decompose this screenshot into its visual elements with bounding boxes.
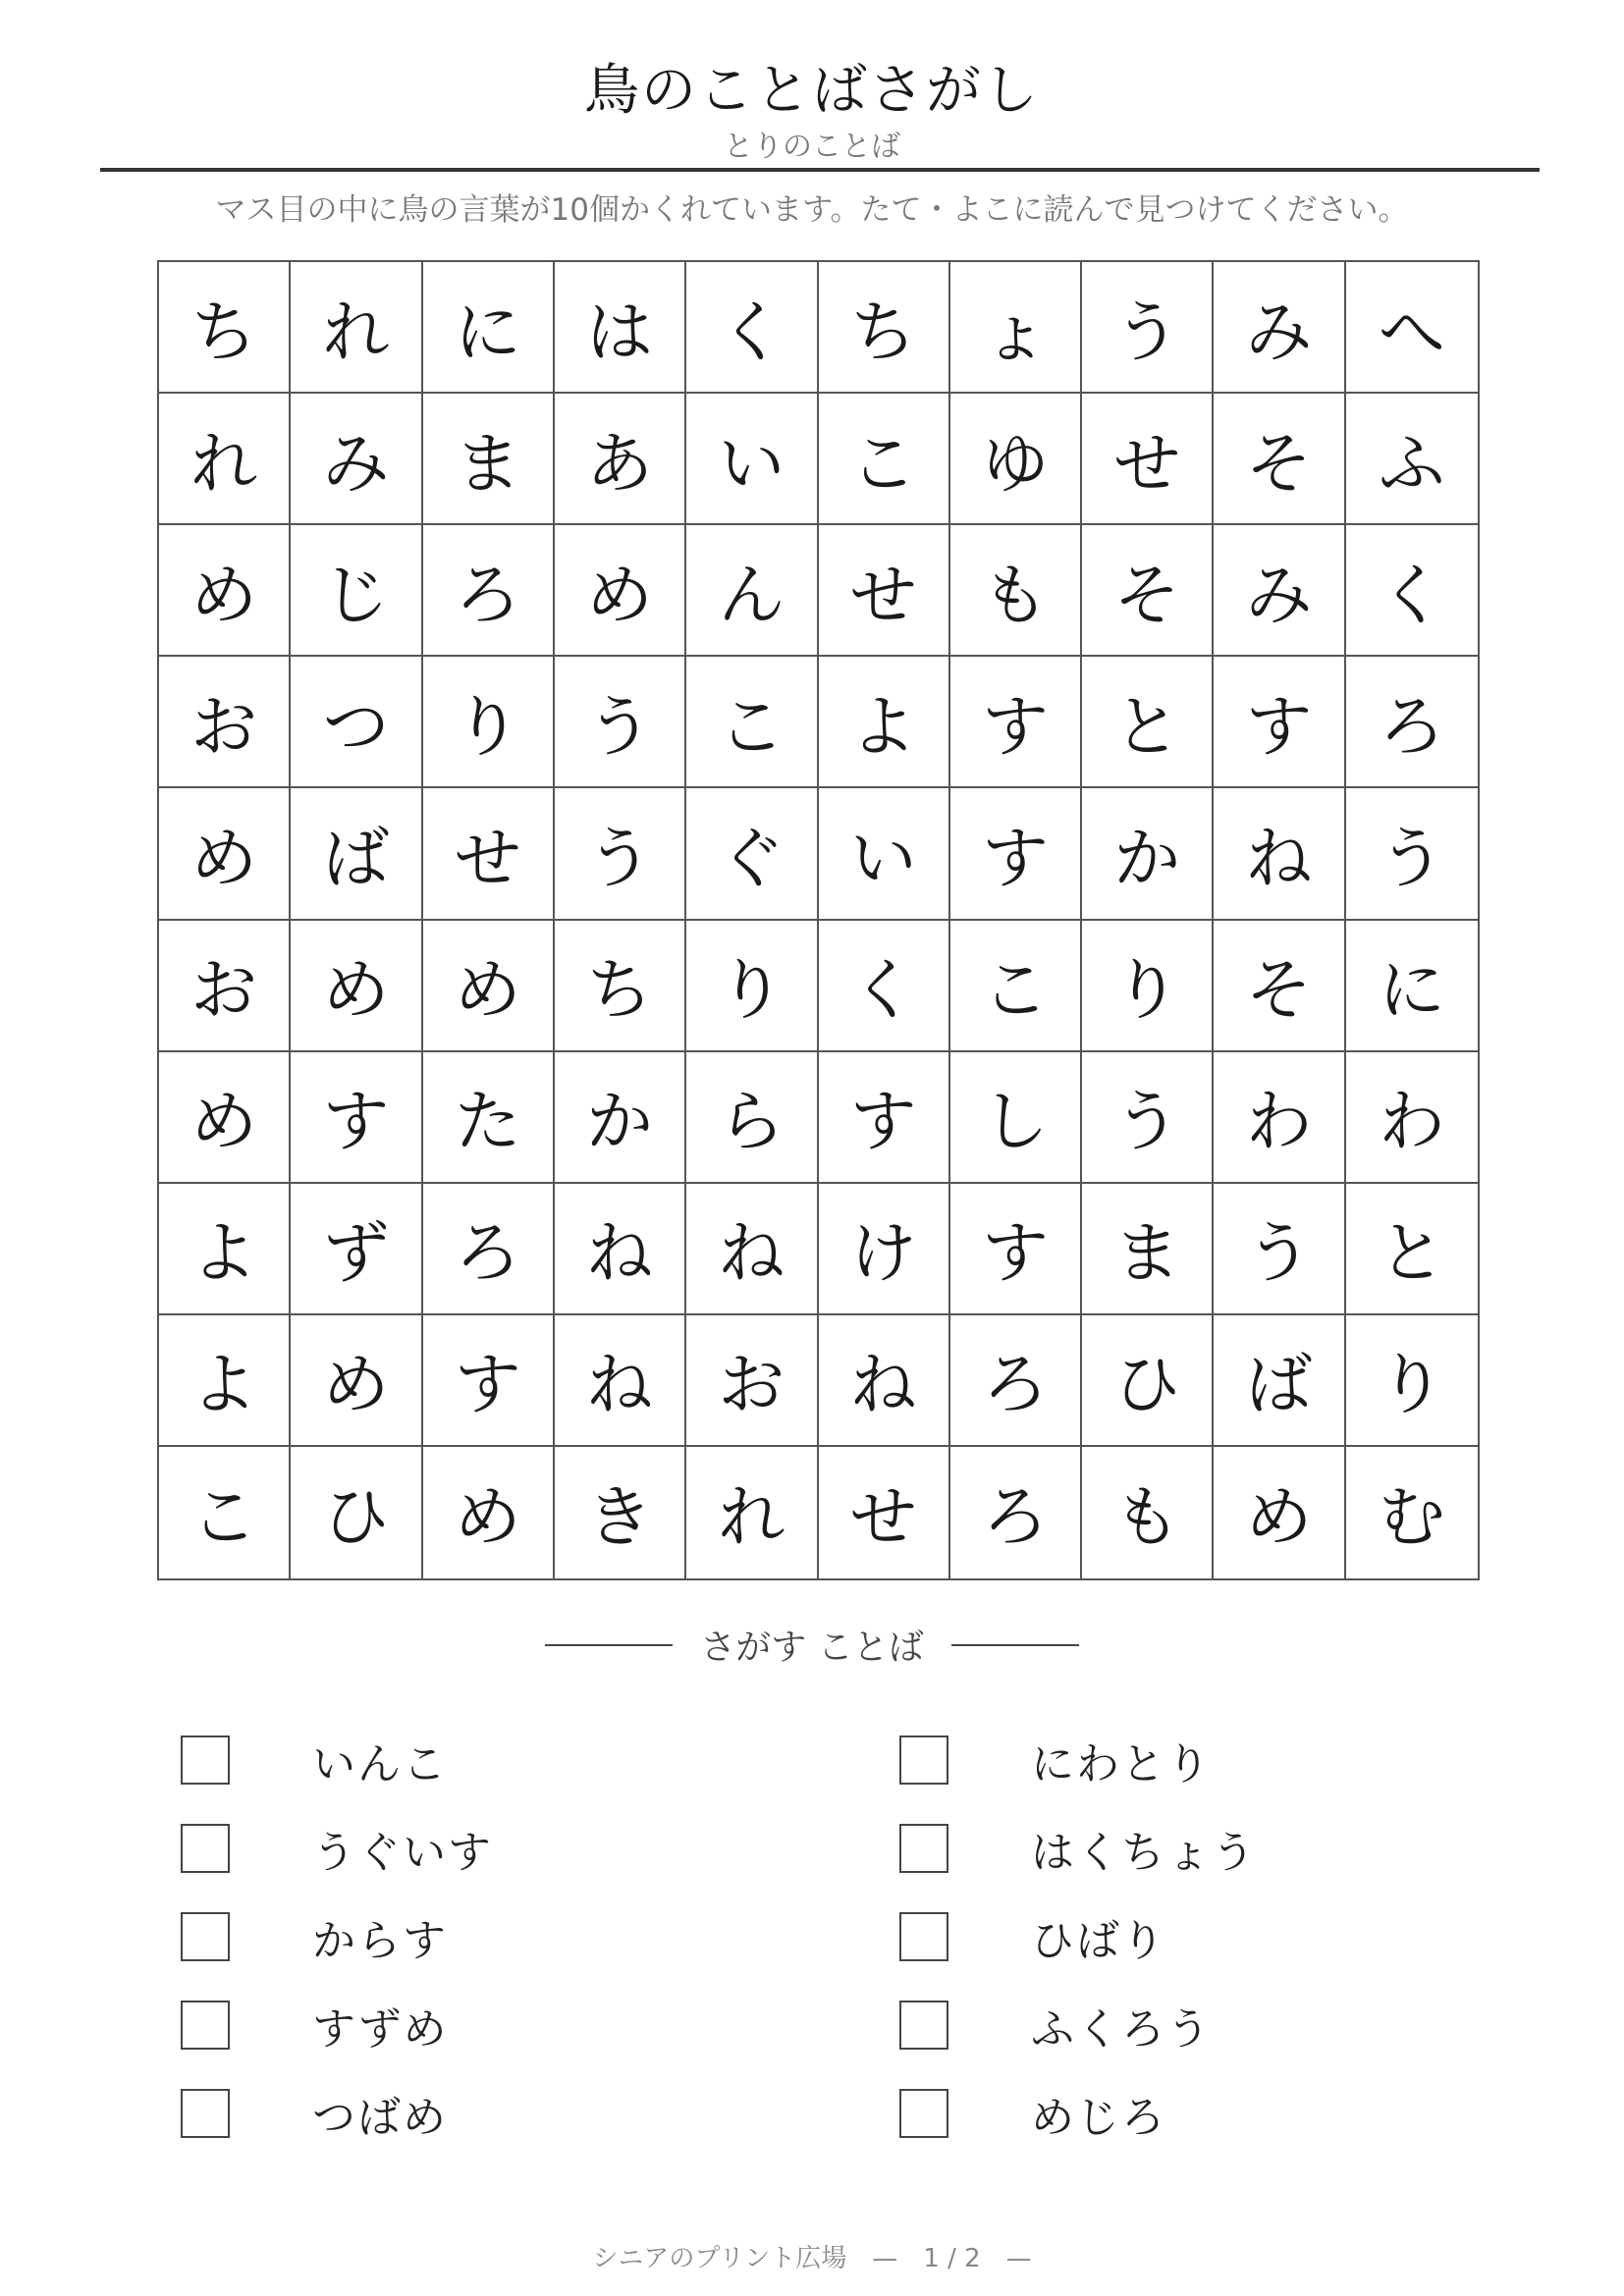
grid-cell[interactable]: わ [1346, 1052, 1478, 1184]
grid-cell[interactable]: れ [291, 262, 422, 394]
grid-cell[interactable]: ち [819, 262, 950, 394]
word-list-left [181, 1716, 493, 2158]
grid-cell[interactable]: か [555, 1052, 686, 1184]
grid-cell[interactable]: お [159, 921, 291, 1052]
grid-cell[interactable]: す [1214, 657, 1345, 788]
word-list-item [181, 1804, 493, 1893]
grid-cell[interactable]: う [1214, 1184, 1345, 1315]
grid-cell[interactable]: ひ [1082, 1315, 1214, 1447]
grid-cell[interactable]: れ [159, 394, 291, 525]
grid-cell[interactable]: ふ [1346, 394, 1478, 525]
grid-cell[interactable]: か [1082, 788, 1214, 920]
page-footer: シニアのプリント広場 — 1 / 2 — [592, 2244, 1032, 2273]
word-label: ふくろう [1031, 2004, 1212, 2055]
page-title: 鳥のことばさがし [584, 59, 1040, 123]
word-label: めじろ [1031, 2093, 1166, 2143]
word-list-item [181, 2069, 493, 2158]
grid-cell[interactable]: も [950, 525, 1082, 657]
grid-cell[interactable]: ま [1082, 1184, 1214, 1315]
grid-cell[interactable]: ね [819, 1315, 950, 1447]
grid-cell[interactable]: は [555, 262, 686, 394]
grid-cell[interactable]: じ [291, 525, 422, 657]
word-label: にわとり [1031, 1739, 1212, 1789]
grid-cell[interactable]: ょ [950, 262, 1082, 394]
grid-cell[interactable]: つ [291, 657, 422, 788]
grid-cell[interactable]: そ [1214, 921, 1345, 1052]
grid-cell[interactable]: せ [819, 1447, 950, 1578]
grid-cell[interactable]: こ [686, 657, 818, 788]
heading-line-left [545, 1644, 673, 1646]
grid-cell[interactable]: ぐ [686, 788, 818, 920]
grid-cell[interactable]: う [555, 657, 686, 788]
grid-cell[interactable]: り [686, 921, 818, 1052]
grid-cell[interactable]: う [1082, 1052, 1214, 1184]
checkbox[interactable] [899, 1824, 948, 1873]
checkbox[interactable] [899, 1735, 948, 1785]
grid-cell[interactable]: ろ [950, 1447, 1082, 1578]
word-list-item [899, 1981, 1257, 2069]
grid-cell[interactable]: す [423, 1315, 555, 1447]
grid-cell[interactable]: よ [159, 1184, 291, 1315]
grid-cell[interactable]: ち [159, 262, 291, 394]
word-list-right [899, 1716, 1257, 2158]
grid-cell[interactable]: け [819, 1184, 950, 1315]
grid-cell[interactable]: く [1346, 525, 1478, 657]
checkbox[interactable] [181, 1735, 230, 1785]
word-label: すずめ [312, 2004, 449, 2055]
page-subtitle: とりのことば [724, 130, 900, 164]
word-list-item [899, 1893, 1257, 1981]
word-search-grid [157, 260, 1480, 1580]
grid-cell[interactable]: み [291, 394, 422, 525]
grid-cell[interactable]: き [555, 1447, 686, 1578]
checkbox[interactable] [181, 2001, 230, 2050]
grid-cell[interactable]: う [1082, 262, 1214, 394]
word-list-item [181, 1981, 493, 2069]
grid-cell[interactable]: わ [1214, 1052, 1345, 1184]
grid-cell[interactable]: よ [159, 1315, 291, 1447]
word-label: はくちょう [1031, 1828, 1257, 1878]
grid-cell[interactable]: め [423, 921, 555, 1052]
grid-cell[interactable]: た [423, 1052, 555, 1184]
grid-cell[interactable]: ろ [950, 1315, 1082, 1447]
grid-cell[interactable]: う [1346, 788, 1478, 920]
word-label: つばめ [312, 2093, 448, 2143]
grid-cell[interactable]: ゆ [950, 394, 1082, 525]
grid-cell[interactable]: ね [686, 1184, 818, 1315]
grid-cell[interactable]: め [1214, 1447, 1345, 1578]
grid-cell[interactable]: ば [291, 788, 422, 920]
grid-cell[interactable]: い [819, 788, 950, 920]
grid-cell[interactable]: お [159, 657, 291, 788]
word-list-item [899, 2069, 1257, 2158]
grid-cell[interactable]: と [1346, 1184, 1478, 1315]
grid-cell[interactable]: れ [686, 1447, 818, 1578]
grid-cell[interactable]: め [291, 921, 422, 1052]
grid-cell[interactable]: ね [555, 1184, 686, 1315]
grid-cell[interactable]: ま [423, 394, 555, 525]
grid-cell[interactable]: ろ [1346, 657, 1478, 788]
grid-cell[interactable]: そ [1082, 525, 1214, 657]
grid-cell[interactable]: し [950, 1052, 1082, 1184]
grid-cell[interactable]: ら [686, 1052, 818, 1184]
grid-cell[interactable]: あ [555, 394, 686, 525]
grid-cell[interactable]: こ [819, 394, 950, 525]
grid-cell[interactable]: め [159, 525, 291, 657]
heading-line-right [951, 1644, 1079, 1646]
grid-cell[interactable]: こ [159, 1447, 291, 1578]
grid-cell[interactable]: く [819, 921, 950, 1052]
grid-cell[interactable]: め [423, 1447, 555, 1578]
grid-cell[interactable]: へ [1346, 262, 1478, 394]
grid-cell[interactable]: に [423, 262, 555, 394]
grid-cell[interactable]: お [686, 1315, 818, 1447]
word-label: いんこ [312, 1739, 448, 1789]
grid-cell[interactable]: り [1082, 921, 1214, 1052]
grid-cell[interactable]: ろ [423, 1184, 555, 1315]
word-list-item [899, 1804, 1257, 1893]
checkbox[interactable] [181, 1824, 230, 1873]
grid-cell[interactable]: め [159, 788, 291, 920]
grid-cell[interactable]: め [291, 1315, 422, 1447]
grid-cell[interactable]: ち [555, 921, 686, 1052]
grid-cell[interactable]: よ [819, 657, 950, 788]
grid-cell[interactable]: と [1082, 657, 1214, 788]
checkbox[interactable] [181, 1912, 230, 1961]
word-list-heading-text: さがす ことば [700, 1628, 924, 1668]
word-label: ひばり [1031, 1916, 1166, 1966]
grid-cell[interactable]: む [1378, 1479, 1445, 1558]
grid-cell[interactable]: ず [291, 1184, 422, 1315]
grid-cell[interactable]: い [686, 394, 818, 525]
word-list-heading [0, 1620, 1624, 1670]
grid-cell[interactable]: こ [950, 921, 1082, 1052]
word-list-item [181, 1893, 493, 1981]
grid-cell[interactable]: せ [819, 525, 950, 657]
word-label: うぐいす [312, 1828, 493, 1878]
grid-cell[interactable]: ね [555, 1315, 686, 1447]
grid-cell[interactable]: ば [1214, 1315, 1345, 1447]
grid-cell[interactable]: す [819, 1052, 950, 1184]
grid-cell[interactable]: う [555, 788, 686, 920]
grid-cell[interactable]: す [950, 788, 1082, 920]
grid-cell[interactable]: め [159, 1052, 291, 1184]
instructions: マス目の中に鳥の言葉が10個かくれています。たて・よこに読んで見つけてください。 [215, 192, 1409, 228]
grid-cell[interactable]: す [950, 657, 1082, 788]
grid-cell[interactable]: ね [1214, 788, 1345, 920]
grid-cell[interactable]: り [1346, 1315, 1478, 1447]
grid-cell[interactable]: せ [1082, 394, 1214, 525]
grid-cell[interactable]: せ [423, 788, 555, 920]
grid-cell[interactable]: み [1214, 525, 1345, 657]
grid-cell[interactable]: そ [1214, 394, 1345, 525]
word-list-item [899, 1716, 1257, 1804]
grid-cell[interactable]: く [686, 262, 818, 394]
grid-cell[interactable]: み [1214, 262, 1345, 394]
word-list-item [181, 1716, 493, 1804]
grid-cell[interactable]: ひ [291, 1447, 422, 1578]
checkbox[interactable] [899, 2001, 948, 2050]
grid-cell[interactable]: め [555, 525, 686, 657]
grid-cell[interactable]: に [1346, 921, 1478, 1052]
grid-cell[interactable]: す [950, 1184, 1082, 1315]
grid-cell[interactable]: り [423, 657, 555, 788]
checkbox[interactable] [899, 1912, 948, 1961]
grid-cell[interactable]: ん [686, 525, 818, 657]
checkbox[interactable] [181, 2089, 230, 2138]
checkbox[interactable] [899, 2089, 948, 2138]
grid-cell[interactable]: も [1082, 1447, 1214, 1578]
grid-cell[interactable]: ろ [423, 525, 555, 657]
word-label: からす [312, 1916, 448, 1966]
header-divider [100, 168, 1540, 172]
grid-cell[interactable]: す [291, 1052, 422, 1184]
